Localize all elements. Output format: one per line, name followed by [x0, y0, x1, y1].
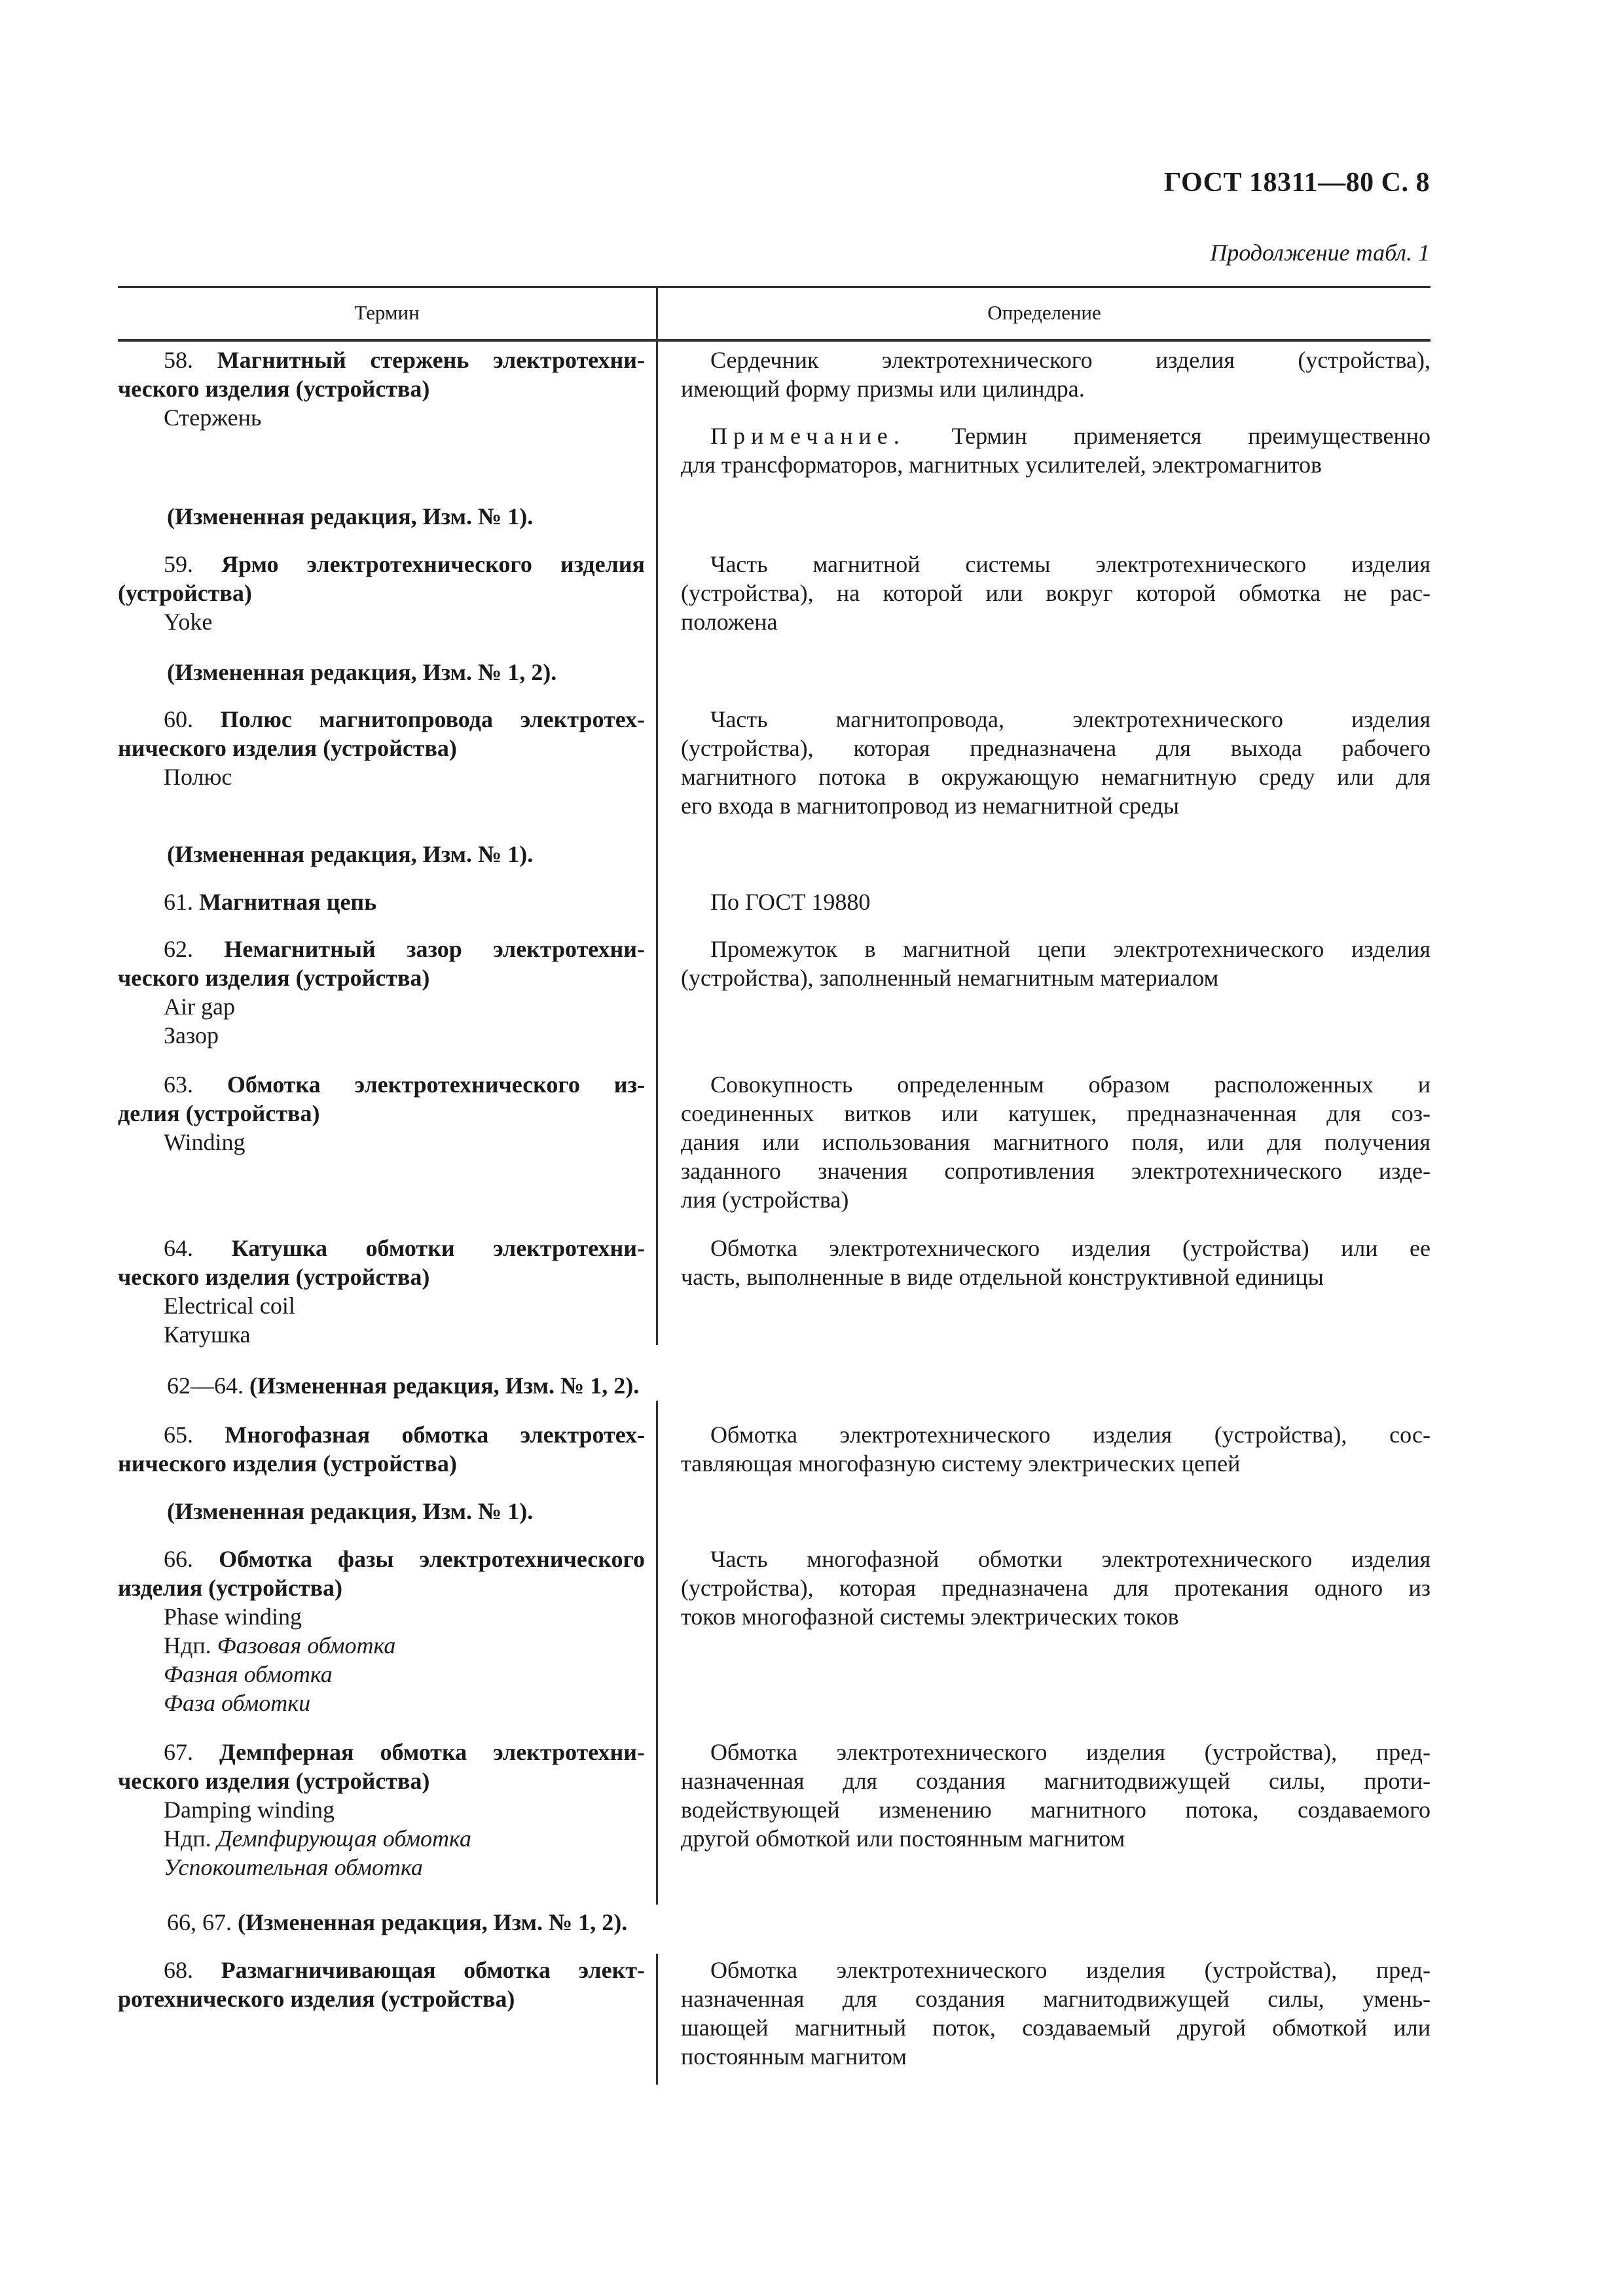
term-title-cont: нического изделия (устройства) — [118, 1450, 457, 1477]
term-cell — [118, 888, 645, 916]
definition-line: назначенная для создания магнитодвижущей силы, проти- — [681, 1768, 1431, 1794]
amendment-range: 62—64. — [167, 1372, 244, 1399]
definition-line: токов многофазной системы электрических токов — [681, 1604, 1179, 1630]
term-title: Магнитный стержень электротехни- — [217, 347, 646, 373]
definition-cell — [681, 1420, 1431, 1478]
term-synonym: Катушка — [164, 1321, 251, 1348]
amendment-note: (Измененная редакция, Изм. № 1, 2). — [167, 659, 557, 685]
term-title-cont: ротехнического изделия (устройства) — [118, 1986, 515, 2012]
term-title-cont: ческого изделия (устройства) — [118, 1264, 430, 1290]
definition-line: водействующей изменению магнитного потока, создаваемого — [681, 1797, 1431, 1823]
definition-cell — [681, 1070, 1431, 1214]
definition-line: Сердечник электротехнического изделия (устройства), — [710, 347, 1431, 373]
definition-cell — [681, 705, 1431, 820]
term-cell — [118, 1956, 645, 2013]
note-text: Термин применяется преимущественно — [905, 423, 1431, 449]
table-header-row — [118, 286, 1431, 342]
definition-line: Промежуток в магнитной цепи электротехнического изделия — [710, 936, 1431, 962]
nonrecommended-synonym: Демпфирующая обмотка — [217, 1825, 471, 1852]
amendment-note: (Измененная редакция, Изм. № 1). — [167, 841, 534, 867]
term-title: Обмотка электротехнического из- — [227, 1071, 645, 1098]
definition-line: тавляющая многофазную систему электрических цепей — [681, 1450, 1241, 1477]
term-synonym: Стержень — [164, 404, 262, 431]
term-cell — [118, 1545, 645, 1717]
definition-cell — [681, 1234, 1431, 1291]
definition-line: постоянным магнитом — [681, 2043, 907, 2070]
definition-line: Обмотка электротехнического изделия (устройства), сос- — [710, 1422, 1431, 1448]
definition-line: По ГОСТ 19880 — [710, 889, 871, 915]
term-number: 61. — [164, 889, 193, 915]
column-header-definition: Определение — [987, 301, 1101, 324]
term-title-cont: изделия (устройства) — [118, 1575, 343, 1601]
amendment-note: (Измененная редакция, Изм. № 1). — [167, 1498, 534, 1524]
definition-line: Часть многофазной обмотки электротехнического изделия — [710, 1546, 1431, 1572]
term-title: Обмотка фазы электротехнического — [219, 1546, 646, 1572]
definition-cell — [681, 550, 1431, 636]
term-title-cont: ческого изделия (устройства) — [118, 1768, 430, 1794]
nonrecommended-synonym: Фазная обмотка — [164, 1661, 333, 1687]
definition-line: другой обмоткой или постоянным магнитом — [681, 1825, 1125, 1852]
term-title-cont: ческого изделия (устройства) — [118, 965, 430, 991]
term-synonym: Winding — [164, 1129, 246, 1155]
definition-line: Обмотка электротехнического изделия (устройства), пред- — [710, 1739, 1431, 1765]
column-header-term: Термин — [354, 301, 420, 324]
amendment-note: (Измененная редакция, Изм. № 1). — [167, 503, 534, 529]
term-number: 66. — [164, 1546, 193, 1572]
definition-line: Совокупность определенным образом расположенных и — [710, 1071, 1431, 1098]
definition-cell — [681, 888, 1431, 916]
term-title-cont: ческого изделия (устройства) — [118, 376, 430, 402]
note-text-cont: для трансформаторов, магнитных усилителей, электромагнитов — [681, 452, 1322, 478]
term-number: 64. — [164, 1235, 193, 1261]
definition-line: его входа в магнитопровод из немагнитной среды — [681, 793, 1179, 819]
definition-cell — [681, 1956, 1431, 2071]
terms-table — [118, 286, 1431, 342]
term-title: Немагнитный зазор электротехни- — [224, 936, 645, 962]
term-number: 63. — [164, 1071, 193, 1098]
definition-line: (устройства), которая предназначена для выхода рабочего — [681, 735, 1431, 761]
definition-line: имеющий форму призмы или цилиндра. — [681, 376, 1085, 402]
term-synonym: Зазор — [164, 1022, 219, 1049]
definition-line: (устройства), заполненный немагнитным материалом — [681, 965, 1219, 991]
term-number: 59. — [164, 551, 193, 577]
definition-line: Обмотка электротехнического изделия (устройства), пред- — [710, 1957, 1431, 1983]
term-title-cont: нического изделия (устройства) — [118, 735, 457, 761]
term-title-cont: делия (устройства) — [118, 1100, 320, 1126]
term-title: Многофазная обмотка электротех- — [225, 1422, 645, 1448]
term-title-cont: (устройства) — [118, 580, 252, 606]
definition-line: лия (устройства) — [681, 1187, 849, 1213]
term-number: 58. — [164, 347, 193, 373]
term-cell — [118, 346, 645, 432]
definition-line: (устройства), которая предназначена для протекания одного из — [681, 1575, 1431, 1601]
definition-line: Часть магнитопровода, электротехнического изделия — [710, 706, 1431, 732]
definition-line: назначенная для создания магнитодвижущей силы, умень- — [681, 1986, 1431, 2012]
definition-line: шающей магнитный поток, создаваемый другой обмоткой или — [681, 2015, 1431, 2041]
term-title: Катушка обмотки электротехни- — [231, 1235, 645, 1261]
definition-cell — [681, 935, 1431, 992]
term-title: Полюс магнитопровода электротех- — [220, 706, 645, 732]
term-synonym: Electrical coil — [164, 1293, 295, 1319]
amendment-text: (Измененная редакция, Изм. № 1, 2). — [238, 1909, 628, 1935]
term-title: Размагничивающая обмотка элект- — [221, 1957, 646, 1983]
term-number: 60. — [164, 706, 193, 732]
note-label: Примечание. — [710, 423, 905, 449]
term-title: Ярмо электротехнического изделия — [221, 551, 646, 577]
term-synonym: Phase winding — [164, 1604, 302, 1630]
amendment-note-62-64 — [167, 1371, 639, 1400]
definition-line: положена — [681, 609, 778, 635]
term-number: 62. — [164, 936, 193, 962]
term-cell — [118, 935, 645, 1050]
amendment-note-66-67 — [167, 1908, 627, 1937]
page-header: ГОСТ 18311—80 С. 8 — [1163, 168, 1430, 198]
nonrecommended-synonym: Фазовая обмотка — [217, 1632, 396, 1659]
definition-cell — [681, 346, 1431, 479]
term-number: 67. — [164, 1739, 193, 1765]
definition-line: (устройства), на которой или вокруг которой обмотка не рас- — [681, 580, 1431, 606]
term-cell — [118, 550, 645, 636]
definition-line: заданного значения сопротивления электротехнического изде- — [681, 1158, 1431, 1184]
definition-cell — [681, 1545, 1431, 1631]
definition-cell — [681, 1738, 1431, 1853]
term-synonym: Полюс — [164, 764, 232, 790]
term-number: 65. — [164, 1422, 193, 1448]
nonrecommended-synonym: Успокоительная обмотка — [164, 1854, 423, 1880]
nonrecommended-synonym: Фаза обмотки — [164, 1690, 311, 1716]
table-continuation-caption: Продолжение табл. 1 — [1210, 240, 1430, 266]
term-synonym: Yoke — [164, 609, 213, 635]
definition-line: дания или использования магнитного поля, или для получения — [681, 1129, 1431, 1155]
term-cell — [118, 1738, 645, 1882]
term-synonym: Damping winding — [164, 1797, 335, 1823]
term-number: 68. — [164, 1957, 193, 1983]
definition-line: соединенных витков или катушек, предназначенная для соз- — [681, 1100, 1431, 1126]
ndp-label: Ндп. — [164, 1825, 211, 1852]
term-synonym: Air gap — [164, 994, 235, 1020]
amendment-text: (Измененная редакция, Изм. № 1, 2). — [249, 1372, 640, 1399]
amendment-range: 66, 67. — [167, 1909, 232, 1935]
term-title: Магнитная цепь — [199, 889, 377, 915]
definition-line: часть, выполненные в виде отдельной конструктивной единицы — [681, 1264, 1324, 1290]
definition-line: Часть магнитной системы электротехнического изделия — [710, 551, 1431, 577]
term-cell — [118, 1070, 645, 1157]
term-cell — [118, 705, 645, 791]
term-cell — [118, 1234, 645, 1349]
term-title: Демпферная обмотка электротехни- — [219, 1739, 646, 1765]
definition-line: магнитного потока в окружающую немагнитную среду или для — [681, 764, 1431, 790]
ndp-label: Ндп. — [164, 1632, 211, 1659]
term-cell — [118, 1420, 645, 1478]
definition-line: Обмотка электротехнического изделия (устройства) или ее — [710, 1235, 1431, 1261]
